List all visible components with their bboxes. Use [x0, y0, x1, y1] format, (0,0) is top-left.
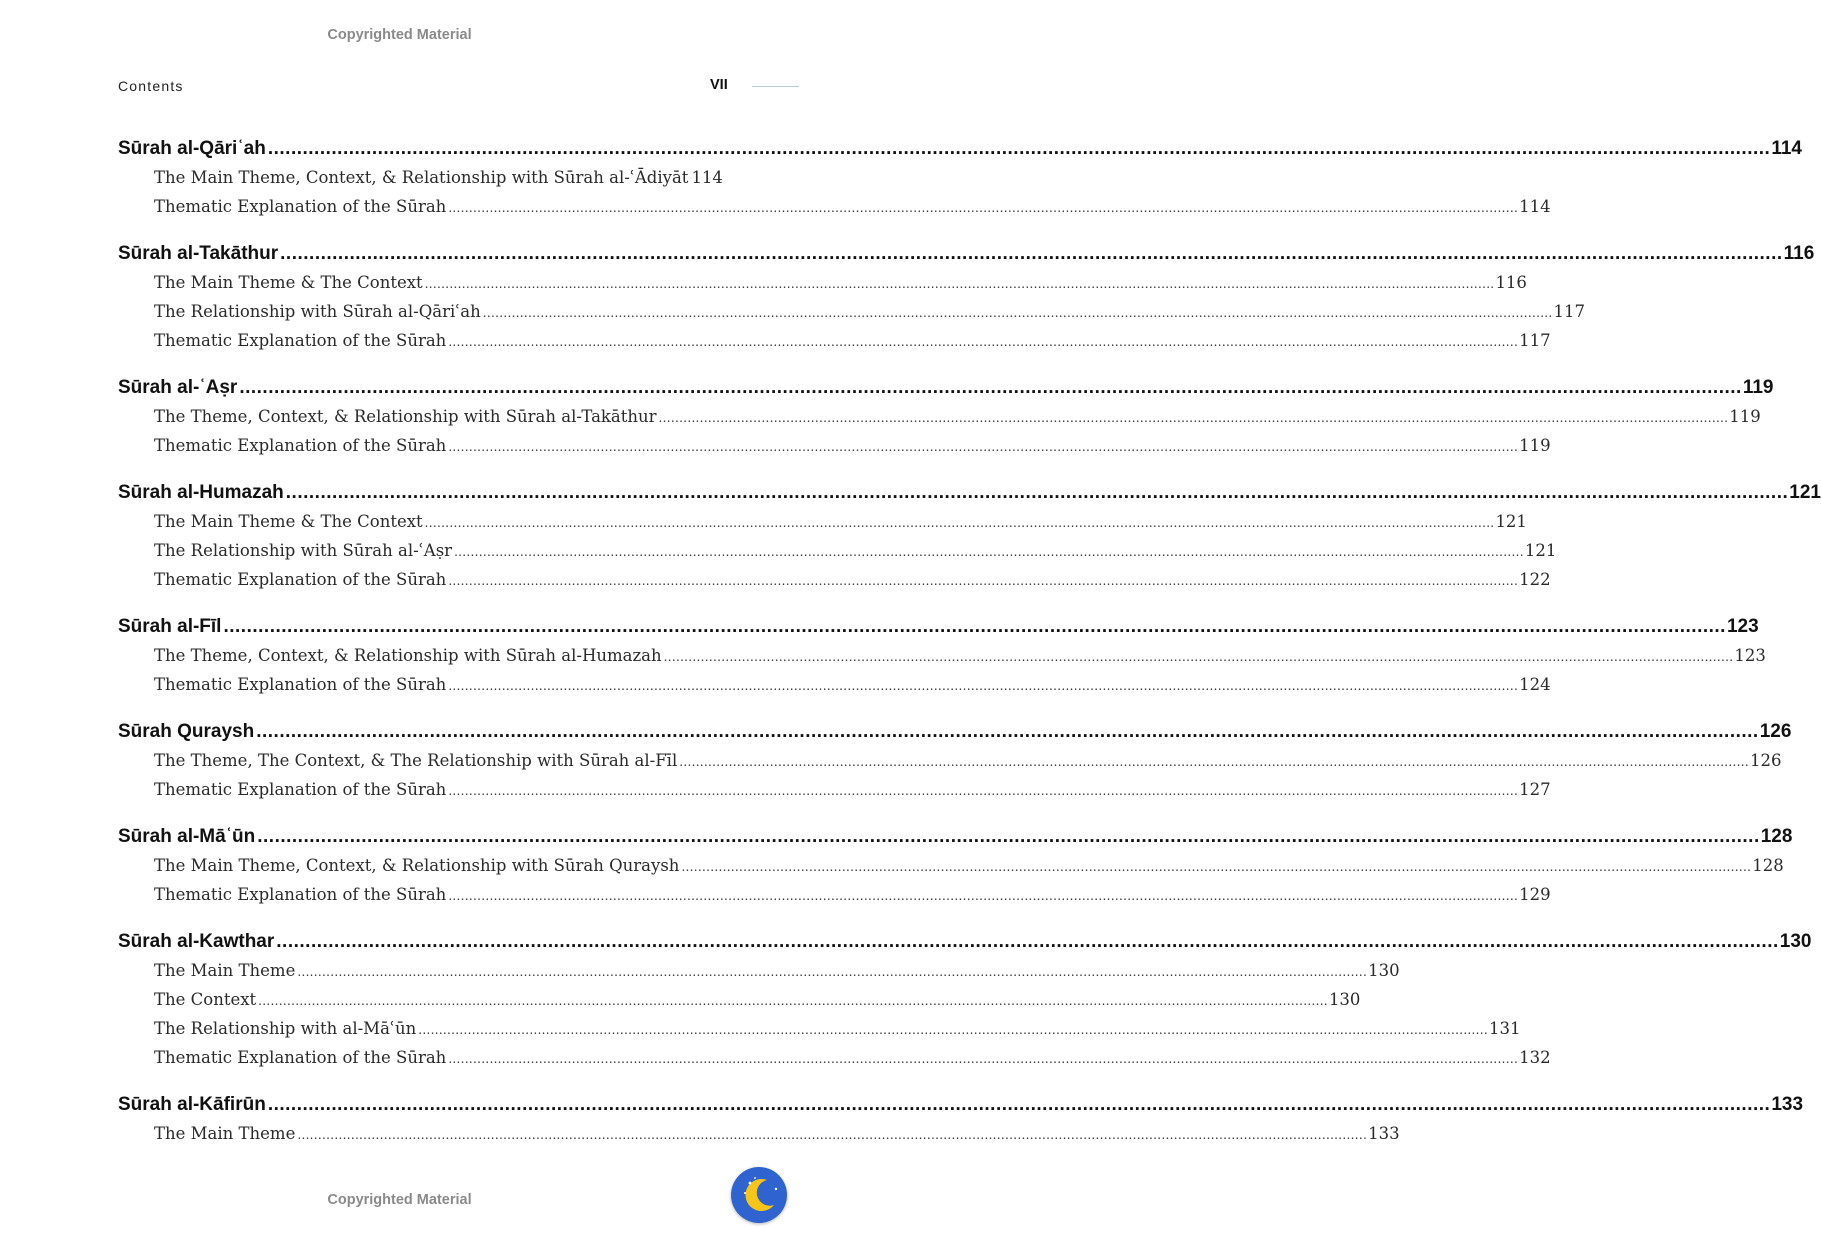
- toc-subentry-title: Thematic Explanation of the Sūrah: [154, 570, 447, 589]
- toc-heading-page: 121: [1789, 482, 1821, 503]
- toc-heading-title: Sūrah al-Māʿūn: [118, 826, 256, 847]
- toc-subentry-title: The Main Theme & The Context: [154, 273, 423, 292]
- toc-section-takathur: [118, 243, 1815, 360]
- dot-leader: ....................................................................................................................................................................................................................................................................: [448, 574, 1519, 588]
- copyright-watermark-bottom: Copyrighted Material: [327, 1192, 472, 1208]
- toc-subentry-page: 133: [1368, 1124, 1400, 1143]
- toc-subentry-page: 131: [1489, 1019, 1521, 1038]
- toc-subentry-page: 124: [1519, 675, 1551, 694]
- dot-leader: ....................................................................................................................................................................................................................................................................: [448, 784, 1519, 798]
- toc-heading-title: Sūrah al-Kāfirūn: [118, 1094, 266, 1115]
- toc-subentry-title: The Context: [154, 990, 257, 1009]
- toc-heading-page: 130: [1779, 931, 1812, 952]
- toc-subentry[interactable]: [118, 302, 1586, 331]
- running-head-rule: [752, 86, 799, 87]
- dot-leader: ....................................................................................................................................................................................................................................................................: [679, 755, 1749, 769]
- dot-leader: ....................................................................................................................................................................................................................................................................: [424, 516, 1495, 530]
- toc-subentry-page: 123: [1734, 646, 1766, 665]
- toc-section-maun: [118, 826, 1793, 914]
- toc-heading-title: Sūrah Quraysh: [118, 721, 255, 742]
- toc-subentry-title: Thematic Explanation of the Sūrah: [154, 1048, 447, 1067]
- night-mode-button[interactable]: [731, 1167, 787, 1223]
- toc-subentry[interactable]: [118, 512, 1527, 541]
- toc-section-qariah: [118, 138, 1802, 226]
- toc-subentry[interactable]: [118, 570, 1551, 599]
- toc-subentry[interactable]: [118, 1124, 1400, 1153]
- toc-subentry[interactable]: [118, 273, 1527, 302]
- toc-heading[interactable]: [118, 826, 1793, 856]
- dot-leader: ....................................................................................................................................................................................................................................................................: [276, 931, 1779, 952]
- toc-subentry-page: 128: [1752, 856, 1784, 875]
- toc-heading-title: Sūrah al-Qāriʿah: [118, 138, 266, 159]
- table-of-contents: [118, 138, 1821, 1170]
- toc-heading-page: 128: [1760, 826, 1793, 847]
- dot-leader: ....................................................................................................................................................................................................................................................................: [448, 1052, 1519, 1066]
- toc-heading-title: Sūrah al-ʿAṣr: [118, 377, 238, 398]
- toc-subentry-page: 121: [1495, 512, 1527, 531]
- toc-subentry-title: The Main Theme, Context, & Relationship with Sūrah al-ʿĀdiyāt: [154, 168, 689, 187]
- toc-subentry-title: The Main Theme: [154, 1124, 296, 1143]
- toc-subentry-title: The Relationship with al-Māʿūn: [154, 1019, 417, 1038]
- dot-leader: ....................................................................................................................................................................................................................................................................: [256, 721, 1759, 742]
- dot-leader: ....................................................................................................................................................................................................................................................................: [448, 201, 1519, 215]
- toc-subentry[interactable]: [118, 1048, 1551, 1077]
- dot-leader: ....................................................................................................................................................................................................................................................................: [448, 679, 1519, 693]
- dot-leader: ....................................................................................................................................................................................................................................................................: [681, 860, 1752, 874]
- toc-subentry[interactable]: [118, 331, 1551, 360]
- toc-heading[interactable]: [118, 721, 1792, 751]
- dot-leader: ....................................................................................................................................................................................................................................................................: [297, 1128, 1368, 1142]
- dot-leader: ....................................................................................................................................................................................................................................................................: [267, 1094, 1771, 1115]
- toc-subentry-title: The Main Theme & The Context: [154, 512, 423, 531]
- toc-subentry-page: 122: [1519, 570, 1551, 589]
- toc-subentry-title: The Main Theme: [154, 961, 296, 980]
- toc-heading[interactable]: [118, 138, 1802, 168]
- toc-subentry-page: 127: [1519, 780, 1551, 799]
- toc-subentry-title: The Theme, Context, & Relationship with Sūrah al-Takāthur: [154, 407, 657, 426]
- moon-icon: [731, 1167, 787, 1223]
- toc-subentry[interactable]: [118, 541, 1557, 570]
- toc-heading-page: 116: [1783, 243, 1815, 264]
- toc-subentry-page: 117: [1519, 331, 1551, 350]
- toc-subentry-title: Thematic Explanation of the Sūrah: [154, 675, 447, 694]
- dot-leader: ....................................................................................................................................................................................................................................................................: [285, 482, 1789, 503]
- toc-subentry-page: 117: [1553, 302, 1586, 321]
- toc-subentry-title: Thematic Explanation of the Sūrah: [154, 331, 447, 350]
- dot-leader: ....................................................................................................................................................................................................................................................................: [663, 650, 1734, 664]
- toc-subentry-title: The Relationship with Sūrah al-Qāriʿah: [154, 302, 481, 321]
- toc-heading-title: Sūrah al-Fīl: [118, 616, 222, 637]
- toc-subentry[interactable]: [118, 885, 1551, 914]
- toc-subentry-page: 121: [1524, 541, 1557, 560]
- dot-leader: ....................................................................................................................................................................................................................................................................: [448, 440, 1519, 454]
- dot-leader: ....................................................................................................................................................................................................................................................................: [257, 826, 1760, 847]
- toc-subentry-title: The Relationship with Sūrah al-ʿAṣr: [154, 541, 453, 560]
- dot-leader: ....................................................................................................................................................................................................................................................................: [280, 243, 1783, 264]
- toc-subentry-page: 114: [691, 168, 723, 187]
- running-head-title: Contents: [118, 78, 184, 94]
- toc-subentry[interactable]: [118, 197, 1551, 226]
- dot-leader: ....................................................................................................................................................................................................................................................................: [258, 994, 1328, 1008]
- toc-heading[interactable]: [118, 377, 1774, 407]
- dot-leader: ....................................................................................................................................................................................................................................................................: [454, 545, 1524, 559]
- toc-subentry[interactable]: [118, 675, 1551, 704]
- dot-leader: ....................................................................................................................................................................................................................................................................: [267, 138, 1771, 159]
- toc-subentry-page: 129: [1519, 885, 1551, 904]
- toc-subentry-title: The Theme, The Context, & The Relationship with Sūrah al-Fīl: [154, 751, 678, 770]
- toc-subentry-title: Thematic Explanation of the Sūrah: [154, 885, 447, 904]
- toc-section-quraysh: [118, 721, 1792, 809]
- toc-subentry[interactable]: [118, 436, 1551, 465]
- toc-heading[interactable]: [118, 616, 1759, 646]
- dot-leader: ....................................................................................................................................................................................................................................................................: [424, 277, 1495, 291]
- running-head-page-number: VII: [710, 77, 728, 93]
- toc-heading-page: 114: [1771, 138, 1802, 159]
- toc-subentry-page: 116: [1495, 273, 1527, 292]
- toc-subentry[interactable]: [118, 1019, 1521, 1048]
- dot-leader: ....................................................................................................................................................................................................................................................................: [482, 306, 1553, 320]
- toc-subentry-title: Thematic Explanation of the Sūrah: [154, 197, 447, 216]
- dot-leader: ....................................................................................................................................................................................................................................................................: [658, 411, 1729, 425]
- toc-subentry[interactable]: [118, 407, 1761, 436]
- toc-subentry-page: 114: [1519, 197, 1551, 216]
- toc-subentry-page: 119: [1519, 436, 1551, 455]
- toc-heading[interactable]: [118, 1094, 1804, 1124]
- dot-leader: ....................................................................................................................................................................................................................................................................: [297, 965, 1368, 979]
- running-head: [118, 76, 799, 98]
- toc-subentry-title: The Theme, Context, & Relationship with Sūrah al-Humazah: [154, 646, 662, 665]
- toc-heading-page: 126: [1759, 721, 1792, 742]
- dot-leader: ....................................................................................................................................................................................................................................................................: [448, 889, 1519, 903]
- toc-subentry-page: 130: [1328, 990, 1361, 1009]
- toc-subentry[interactable]: [118, 168, 721, 197]
- toc-heading[interactable]: [118, 482, 1821, 512]
- dot-leader: ....................................................................................................................................................................................................................................................................: [239, 377, 1742, 398]
- toc-heading-page: 119: [1742, 377, 1774, 398]
- toc-subentry[interactable]: [118, 856, 1784, 885]
- toc-section-fil: [118, 616, 1766, 704]
- toc-subentry-page: 126: [1750, 751, 1782, 770]
- toc-subentry[interactable]: [118, 751, 1782, 780]
- toc-subentry[interactable]: [118, 646, 1766, 675]
- dot-leader: ....................................................................................................................................................................................................................................................................: [448, 335, 1519, 349]
- toc-section-kawthar: [118, 931, 1812, 1077]
- toc-heading-title: Sūrah al-Humazah: [118, 482, 284, 503]
- toc-heading[interactable]: [118, 243, 1815, 273]
- toc-subentry[interactable]: [118, 990, 1361, 1019]
- toc-heading-title: Sūrah al-Takāthur: [118, 243, 279, 264]
- dot-leader: ....................................................................................................................................................................................................................................................................: [223, 616, 1726, 637]
- toc-section-asr: [118, 377, 1774, 465]
- toc-subentry[interactable]: [118, 961, 1400, 990]
- dot-leader: ....................................................................................................................................................................................................................................................................: [418, 1023, 1489, 1037]
- toc-heading-page: 123: [1726, 616, 1759, 637]
- toc-subentry-page: 130: [1368, 961, 1400, 980]
- toc-heading[interactable]: [118, 931, 1812, 961]
- toc-subentry-page: 132: [1519, 1048, 1551, 1067]
- toc-subentry-page: 119: [1729, 407, 1761, 426]
- toc-heading-page: 133: [1771, 1094, 1804, 1115]
- toc-subentry-title: The Main Theme, Context, & Relationship with Sūrah Quraysh: [154, 856, 680, 875]
- toc-section-humazah: [118, 482, 1821, 599]
- toc-section-kafirun: [118, 1094, 1804, 1153]
- toc-subentry[interactable]: [118, 780, 1551, 809]
- toc-subentry-title: Thematic Explanation of the Sūrah: [154, 436, 447, 455]
- toc-subentry-title: Thematic Explanation of the Sūrah: [154, 780, 447, 799]
- toc-heading-title: Sūrah al-Kawthar: [118, 931, 275, 952]
- copyright-watermark-top: Copyrighted Material: [327, 27, 472, 43]
